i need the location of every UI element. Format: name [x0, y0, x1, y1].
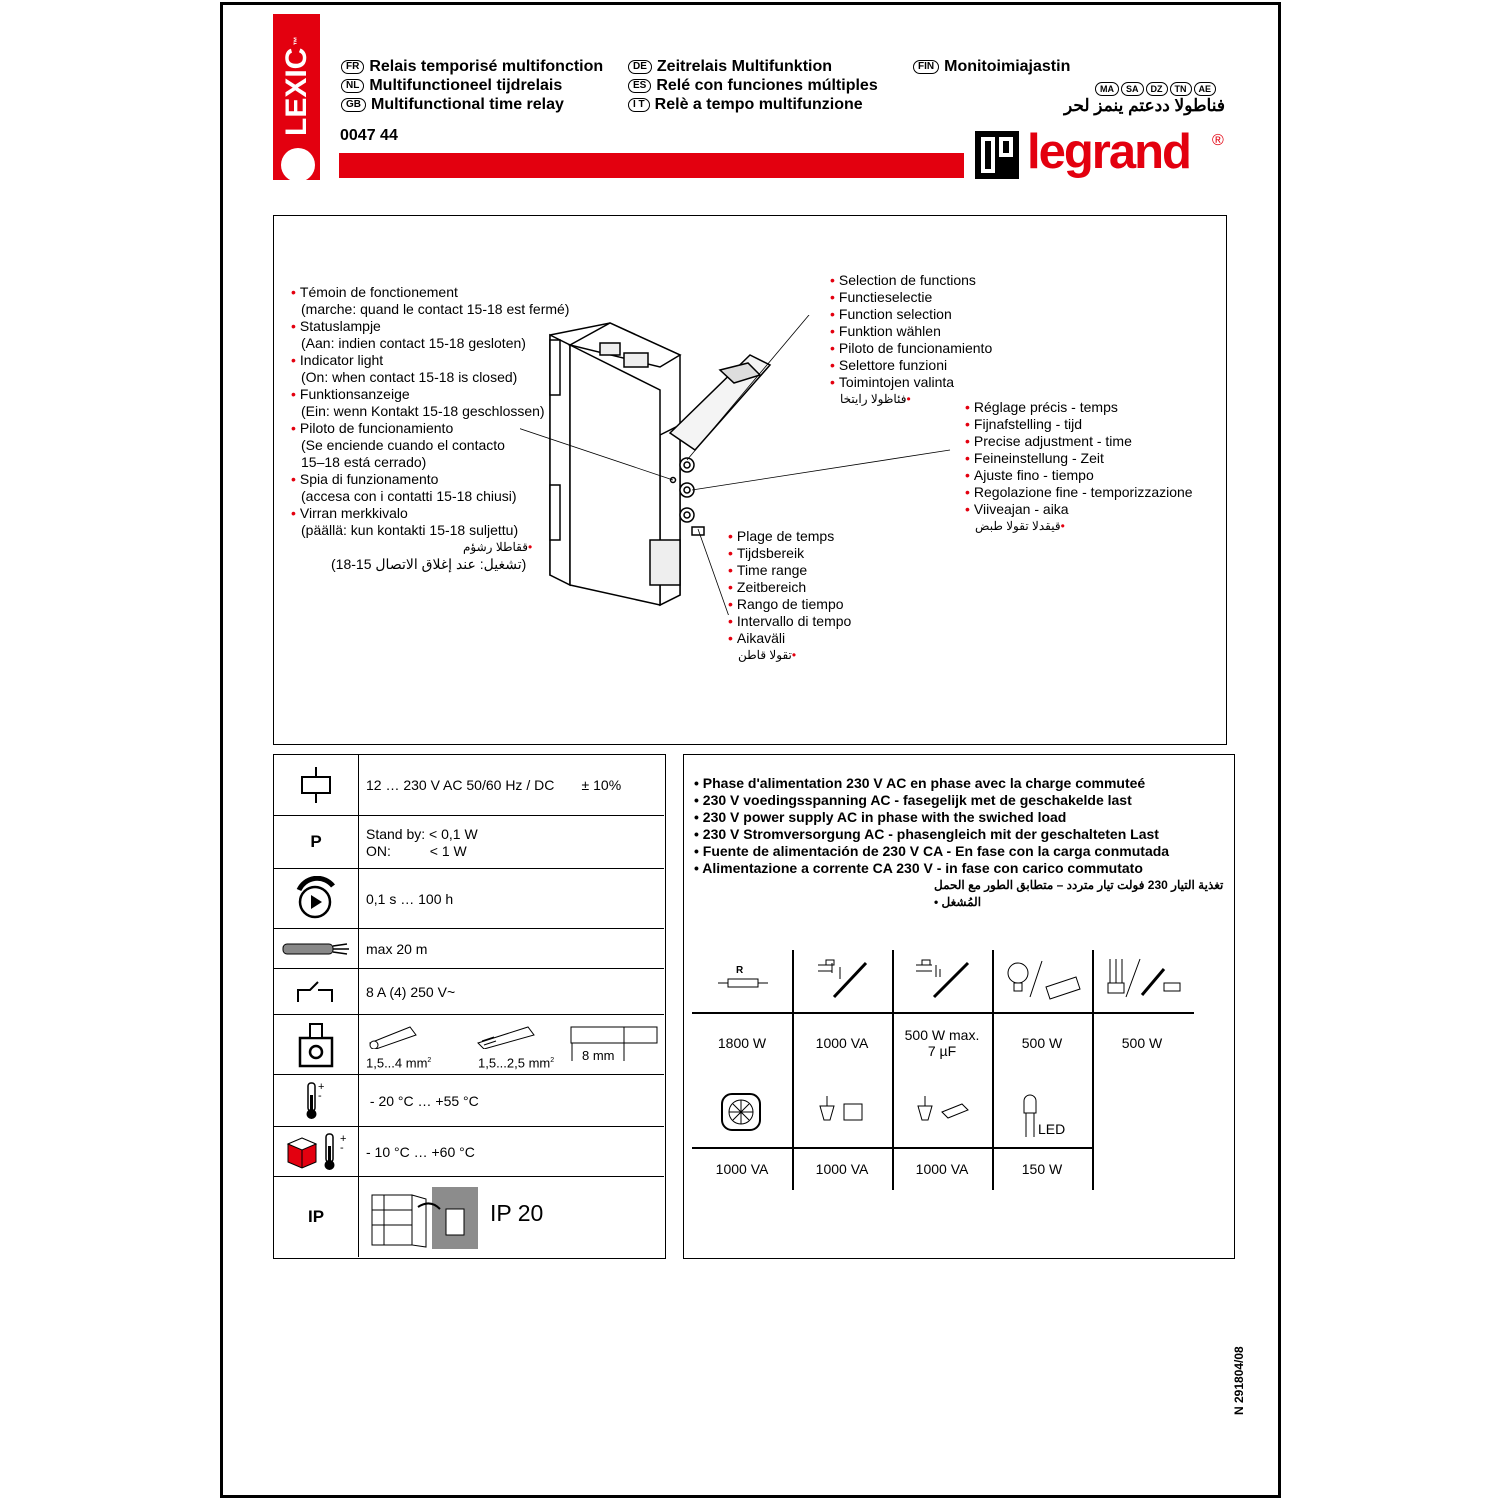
callout-line: Zeitbereich	[736, 579, 807, 595]
callout-line: (Aan: indien contact 15-18 gesloten)	[301, 335, 526, 351]
spec-time-range: 0,1 s … 100 h	[366, 891, 454, 907]
spec-row-ip	[274, 1176, 664, 1257]
spec-row-cable	[274, 928, 664, 968]
callout-line: Fijnafstelling - tijd	[973, 416, 1083, 432]
callout-line: Piloto de funcionamiento	[838, 340, 993, 356]
callout-line: • Funktionsanzeige	[291, 386, 410, 402]
callout-arabic: •ققاطلا رشؤم	[463, 540, 533, 554]
lexic-dot-icon	[281, 148, 315, 182]
spec-table	[273, 754, 666, 1259]
spec-row-time	[274, 868, 664, 928]
motor-fan-icon	[718, 1090, 764, 1134]
cable-icon	[274, 929, 359, 968]
spec-cable-length: max 20 m	[366, 941, 428, 957]
spec-row-operating-temp	[274, 1074, 664, 1126]
spec-row-contact	[274, 968, 664, 1014]
lv-halogen-transformer-icon	[816, 1092, 870, 1132]
callout-line: Tijdsbereik	[736, 545, 805, 561]
spec-wire-rigid: 1,5...4 $mm^2$	[366, 1055, 432, 1071]
title-nl: NL Multifunctioneel tijdrelais	[341, 76, 603, 95]
halogen-lamp-icon	[1006, 957, 1082, 1001]
callout-line: (Ein: wenn Kontakt 15-18 geschlossen)	[301, 403, 545, 419]
lv-halogen-electronic-icon	[914, 1092, 974, 1132]
enclosure-icon	[370, 1185, 480, 1251]
callout-line: • Statuslampje	[291, 318, 381, 334]
callout-line: • Témoin de fonctionement	[291, 284, 458, 300]
product-reference: 0047 44	[340, 127, 398, 144]
header-red-bar	[339, 153, 964, 178]
spec-contact-rating: 8 A (4) 250 V~	[366, 984, 456, 1000]
callout-line: Time range	[736, 562, 808, 578]
loads-table	[683, 754, 1235, 1259]
title-es: ES Relé con funciones múltiples	[628, 76, 878, 95]
legrand-registered-mark: ®	[1212, 132, 1224, 149]
load-notes	[694, 775, 1234, 911]
callout-line: • Piloto de funcionamiento	[291, 420, 454, 436]
power-symbol: P	[274, 816, 359, 868]
callout-line: Functieselectie	[838, 289, 933, 305]
load-value-led: 150 W	[1021, 1161, 1063, 1177]
load-value-fluorescent: 1000 VA	[815, 1035, 869, 1051]
callout-line: • Virran merkkivalo	[291, 505, 408, 521]
callout-line: (päällä: kun kontakti 15-18 suljettu)	[301, 522, 519, 538]
legrand-logo: legrand	[1027, 125, 1190, 179]
spec-row-power	[274, 815, 664, 868]
callout-line: Selettore funzioni	[838, 357, 948, 373]
flexible-wire-icon	[474, 1021, 544, 1049]
load-note: • 230 V Stromversorgung AC - phasengleich mit der geschalteten Last	[694, 826, 1159, 842]
compensated-fluorescent-icon	[912, 957, 976, 1001]
fluorescent-lamp-icon	[814, 957, 874, 1001]
spec-power: Stand by: < 0,1 W ON: < 1 W	[366, 826, 478, 859]
load-value-resistive: 1800 W	[717, 1035, 767, 1051]
callout-function-selection: • Selection de functions • Functieselectie • Function selection • Funktion wählen • Piloto de funcionamiento • Selettore funzioni • Toimintojen valinta •فئاظولا رايتخا	[830, 272, 993, 406]
callout-line: Aikaväli	[736, 630, 786, 646]
load-note: • Phase d'alimentation 230 V AC en phase avec la charge commuteé	[694, 775, 1146, 791]
relay-device-drawing	[520, 315, 960, 615]
coil-icon	[274, 755, 359, 815]
callout-line: Viiveajan - aika	[973, 501, 1069, 517]
title-fr: FR Relais temporisé multifonction	[341, 57, 603, 76]
resistor-label: R	[736, 965, 744, 976]
spec-wire-flexible: 1,5...2,5 $mm^2$	[478, 1055, 555, 1071]
load-value-compensated: 500 W max. 7 µF	[904, 1027, 980, 1059]
callout-time-range: • Plage de temps • Tijdsbereik • Time range • Zeitbereich • Rango de tiempo • Intervallo di tempo • Aikaväli •تقولا قاطن	[728, 528, 852, 662]
timer-icon	[274, 869, 359, 928]
titles-col-1	[341, 57, 603, 114]
callout-line: Feineinstellung - Zeit	[973, 450, 1104, 466]
callout-line: Toimintojen valinta	[838, 374, 955, 390]
load-note: • Alimentazione a corrente CA 230 V - in fase con carico commutato	[694, 860, 1143, 876]
callout-line: Rango de tiempo	[736, 596, 844, 612]
titles-col-2	[628, 57, 878, 114]
callout-line: (On: when contact 15-18 is closed)	[301, 369, 518, 385]
thermometer-icon: + -	[274, 1075, 359, 1126]
arabic-country-codes: MA SA DZ TN AE	[1095, 82, 1218, 96]
document-number: N 291804/08	[1232, 1346, 1246, 1415]
callout-line: 15–18 está cerrado)	[301, 454, 427, 470]
callout-line: (Se enciende cuando el contacto	[301, 437, 505, 453]
callout-line: Intervallo di tempo	[736, 613, 852, 629]
callout-arabic: •فئاظولا رايتخا	[840, 392, 911, 406]
callout-fine-adjustment: • Réglage précis - temps • Fijnafstelling - tijd • Precise adjustment - time • Feineinstellung - Zeit • Ajuste fino - tiempo • Regolazione fine - temporizzazione • Viiveajan - aika •قيقدلا تقولا طبض	[965, 399, 1193, 533]
lexic-brand-band	[273, 14, 320, 180]
load-note: • Fuente de alimentación de 230 V CA - En fase con la carga conmutada	[694, 843, 1170, 859]
callout-line: (accesa con i contatti 15-18 chiusi)	[301, 488, 517, 504]
callout-line: Selection de functions	[838, 272, 976, 288]
contact-icon	[274, 969, 359, 1014]
callout-line: (marche: quand le contact 15-18 est fermé)	[301, 301, 570, 317]
title-fin: FIN Monitoimiajastin	[913, 57, 1070, 76]
spec-storage-temp: - 10 °C … +60 °C	[366, 1144, 475, 1160]
title-gb: GB Multifunctional time relay	[341, 95, 603, 114]
storage-temp-icon: + -	[274, 1127, 359, 1176]
spec-voltage: 12 … 230 V AC 50/60 Hz / DC ± 10%	[366, 777, 622, 793]
load-note-arabic: تغذية التيار 230 فولت تيار متردد – متطابق الطور مع الحمل المُشغل •	[934, 878, 1224, 909]
callout-line: Ajuste fino - tiempo	[973, 467, 1094, 483]
callout-arabic: (تشغيل: عند إغلاق الاتصال 15-18)	[331, 556, 527, 572]
load-note: • 230 V voedingsspanning AC - fasegelijk met de geschakelde last	[694, 792, 1132, 808]
spec-operating-temp: - 20 °C … +55 °C	[366, 1093, 479, 1109]
callout-arabic: •تقولا قاطن	[738, 648, 797, 662]
terminal-icon	[274, 1015, 359, 1074]
spec-strip-length: 8 mm	[582, 1048, 615, 1063]
callout-line: Funktion wählen	[838, 323, 941, 339]
spec-row-storage-temp	[274, 1126, 664, 1176]
load-value-lv-electronic: 1000 VA	[915, 1161, 969, 1177]
callout-line: Plage de temps	[736, 528, 835, 544]
ip-symbol: IP	[274, 1177, 359, 1257]
spec-ip-rating: IP 20	[490, 1200, 544, 1226]
rigid-wire-icon	[366, 1021, 426, 1049]
led-label: LED	[1038, 1121, 1066, 1137]
title-it: I T Relè a tempo multifunzione	[628, 95, 878, 114]
load-value-halogen: 500 W	[1021, 1035, 1063, 1051]
callout-line: Regolazione fine - temporizzazione	[973, 484, 1193, 500]
legrand-emblem-icon	[975, 131, 1019, 179]
load-value-cfl: 500 W	[1121, 1035, 1163, 1051]
spec-row-wiring	[274, 1014, 664, 1074]
load-value-lv-transformer: 1000 VA	[815, 1161, 869, 1177]
spec-row-voltage	[274, 755, 664, 815]
callout-line: • Spia di funzionamento	[291, 471, 439, 487]
callout-arabic: •قيقدلا تقولا طبض	[975, 519, 1065, 533]
load-value-motor: 1000 VA	[715, 1161, 769, 1177]
title-de: DE Zeitrelais Multifunktion	[628, 57, 878, 76]
callout-line: Réglage précis - temps	[973, 399, 1118, 415]
callout-line: Precise adjustment - time	[973, 433, 1132, 449]
callout-line: Function selection	[838, 306, 952, 322]
lexic-logo-text: LEXIC ™	[279, 36, 313, 136]
arabic-title: فناطولا ددعتم ينمز لحر	[1064, 96, 1225, 115]
compact-fluorescent-icon	[1104, 955, 1184, 1001]
callout-line: • Indicator light	[291, 352, 384, 368]
load-note: • 230 V power supply AC in phase with the swiched load	[694, 809, 1067, 825]
